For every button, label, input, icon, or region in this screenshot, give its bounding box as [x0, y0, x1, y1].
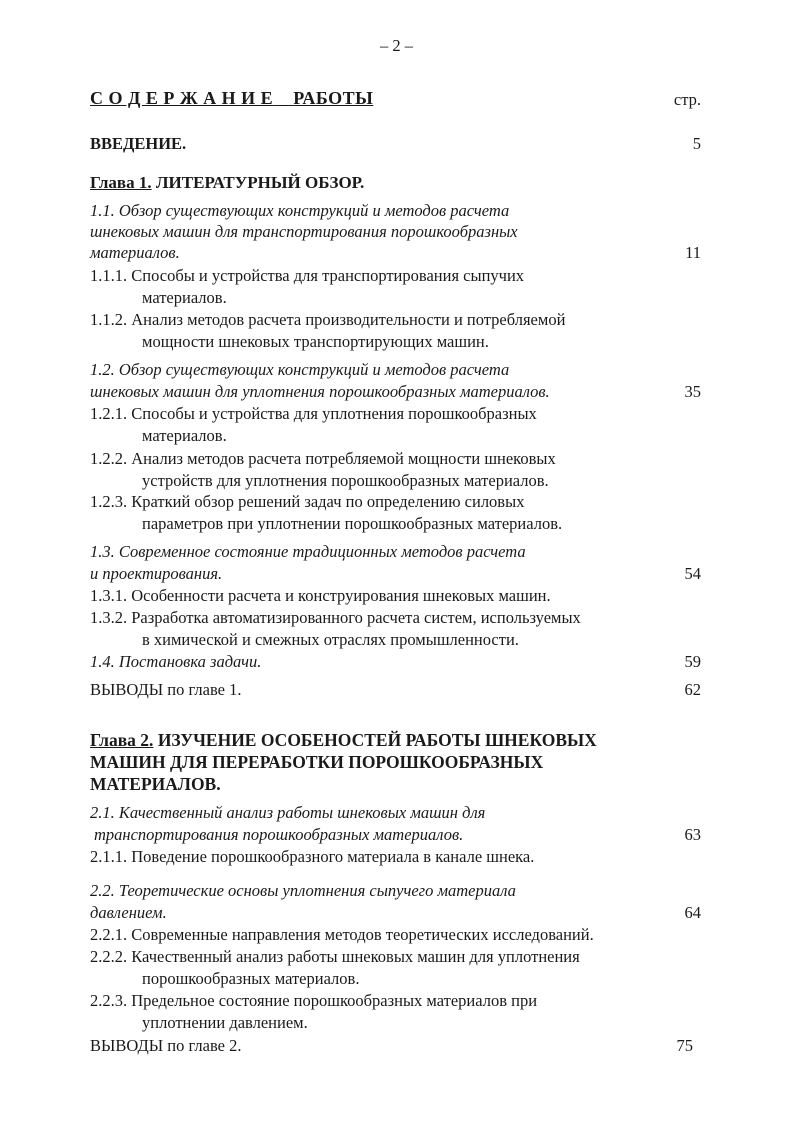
chapter2-title-line2: МАШИН ДЛЯ ПЕРЕРАБОТКИ ПОРОШКООБРАЗНЫХ [90, 752, 544, 772]
toc-entry: 2.2.1. Современные направления методов теоретических исследований. [90, 925, 594, 944]
intro-page: 5 [692, 134, 701, 153]
toc-title-word: РАБОТЫ [293, 88, 374, 108]
toc-page: 35 [684, 382, 701, 401]
chapter2-title-line1: ИЗУЧЕНИЕ ОСОБЕНОСТЕЙ РАБОТЫ ШНЕКОВЫХ [157, 730, 597, 750]
chapter2-heading [90, 730, 597, 751]
toc-entry: 1.3.2. Разработка автоматизированного расчета систем, используемых [90, 608, 581, 627]
toc-entry: и проектирования. [90, 564, 223, 583]
toc-page: 62 [684, 680, 701, 699]
toc-entry: 1.3. Современное состояние традиционных методов расчета [90, 542, 526, 561]
toc-entry: 2.2.3. Предельное состояние порошкообразных материалов при [90, 991, 538, 1010]
toc-entry: 1.2.3. Краткий обзор решений задач по определению силовых [90, 492, 525, 511]
toc-page: 64 [684, 903, 701, 922]
toc-entry: 1.4. Постановка задачи. [90, 652, 262, 671]
page-column-label: стр. [673, 90, 701, 109]
toc-entry: 2.1. Качественный анализ работы шнековых машин для [90, 803, 486, 822]
toc-entry: 2.2. Теоретические основы уплотнения сыпучего материала [90, 881, 516, 900]
toc-title [90, 88, 373, 109]
toc-entry: 1.1. Обзор существующих конструкций и методов расчета [90, 201, 510, 220]
toc-title-spaced: С О Д Е Р Ж А Н И Е [90, 88, 274, 108]
toc-entry: в химической и смежных отраслях промышленности. [142, 630, 519, 649]
toc-entry: 1.3.1. Особенности расчета и конструирования шнековых машин. [90, 586, 551, 605]
chapter2-title-line3: МАТЕРИАЛОВ. [90, 774, 221, 794]
toc-entry: шнековых машин для уплотнения порошкообразных материалов. [90, 382, 550, 401]
toc-page: 75 [676, 1036, 693, 1055]
chapter1-heading [90, 173, 364, 193]
toc-entry: 1.1.1. Способы и устройства для транспортирования сыпучих [90, 266, 525, 285]
toc-entry: порошкообразных материалов. [142, 969, 360, 988]
toc-entry: уплотнении давлением. [142, 1013, 308, 1032]
toc-entry: 1.2.2. Анализ методов расчета потребляемой мощности шнековых [90, 449, 556, 468]
toc-entry: материалов. [90, 243, 180, 262]
chapter2-label: Глава 2. [90, 730, 154, 750]
toc-entry: транспортирования порошкообразных материалов. [94, 825, 464, 844]
toc-entry: 2.1.1. Поведение порошкообразного материала в канале шнека. [90, 847, 535, 866]
toc-entry: 1.2. Обзор существующих конструкций и методов расчета [90, 360, 510, 379]
toc-entry: 1.2.1. Способы и устройства для уплотнения порошкообразных [90, 404, 537, 423]
toc-entry: мощности шнековых транспортирующих машин. [142, 332, 489, 351]
intro-label: ВВЕДЕНИЕ. [90, 134, 187, 153]
toc-entry: материалов. [142, 426, 227, 445]
chapter1-label: Глава 1. [90, 173, 152, 192]
toc-entry: 1.1.2. Анализ методов расчета производительности и потребляемой [90, 310, 566, 329]
toc-entry: ВЫВОДЫ по главе 2. [90, 1036, 242, 1055]
chapter1-title: ЛИТЕРАТУРНЫЙ ОБЗОР. [155, 173, 365, 192]
toc-entry: 2.2.2. Качественный анализ работы шнековых машин для уплотнения [90, 947, 580, 966]
toc-entry: шнековых машин для транспортирования порошкообразных [90, 222, 518, 241]
toc-entry: материалов. [142, 288, 227, 307]
toc-page: 54 [684, 564, 701, 583]
toc-page: 11 [685, 243, 701, 262]
toc-entry: давлением. [90, 903, 167, 922]
page-number: – 2 – [380, 36, 413, 55]
toc-entry: параметров при уплотнении порошкообразных материалов. [142, 514, 563, 533]
toc-page: 59 [684, 652, 701, 671]
toc-page: 63 [684, 825, 701, 844]
toc-entry: устройств для уплотнения порошкообразных материалов. [142, 471, 549, 490]
toc-entry: ВЫВОДЫ по главе 1. [90, 680, 242, 699]
